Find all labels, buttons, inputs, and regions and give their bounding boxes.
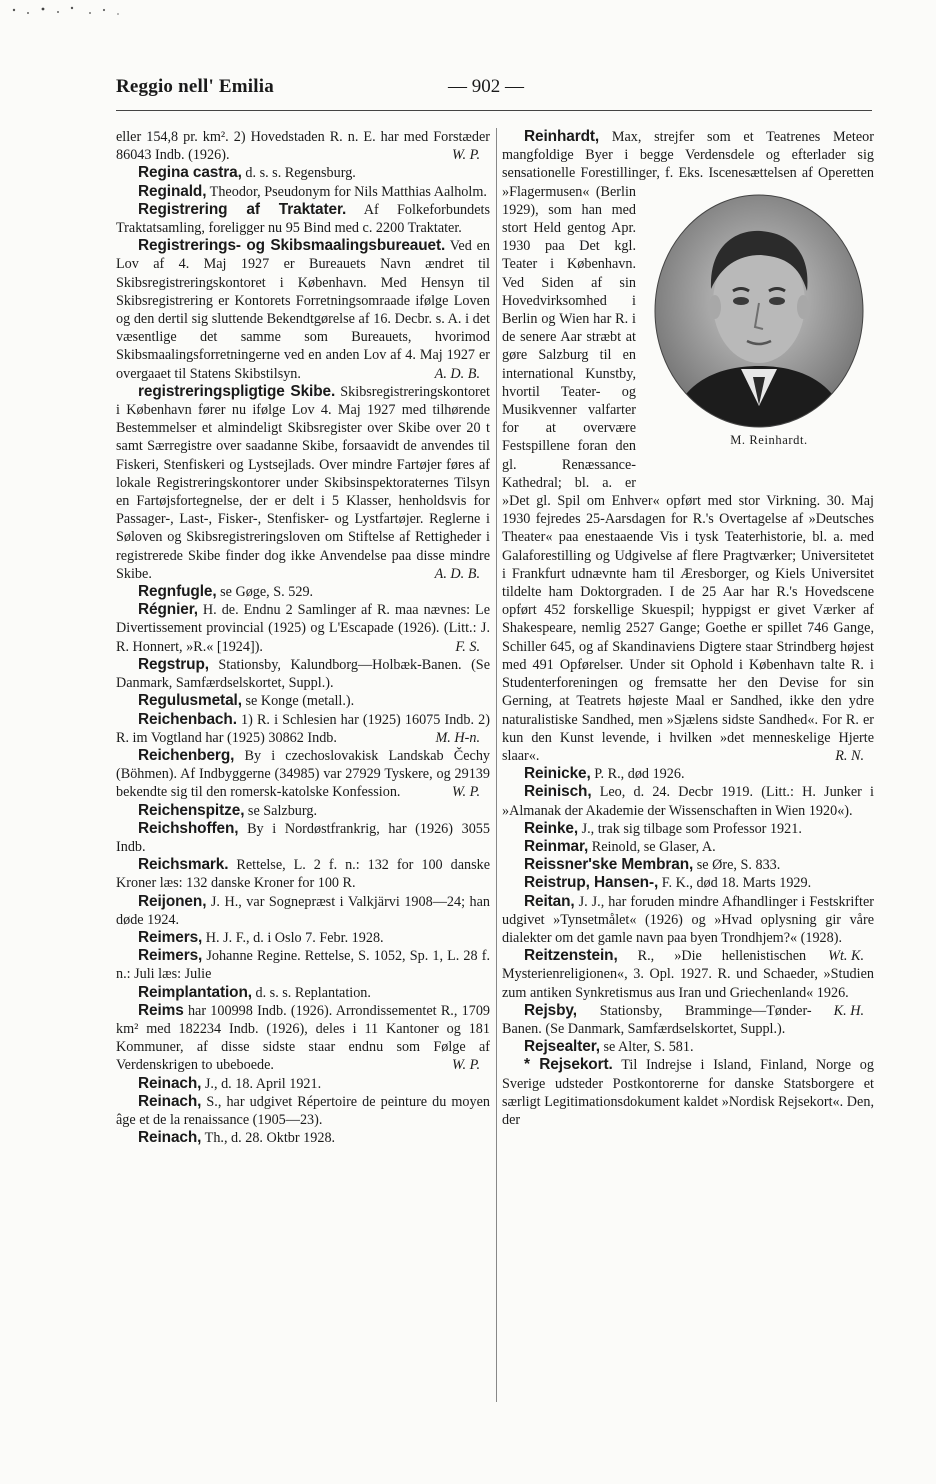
entry-text: J., trak sig tilbage som Professor 1921. — [581, 820, 802, 837]
portrait-caption: M. Reinhardt. — [730, 432, 808, 447]
scan-specks — [6, 4, 126, 18]
entry — [502, 874, 874, 892]
entry-headword: Reimers, — [138, 928, 203, 946]
entry-text: se Konge (metall.). — [245, 693, 355, 710]
entry-headword: Regstrup, — [138, 655, 209, 673]
entry-text: Reinold, se Glaser, A. — [591, 838, 716, 855]
entry-headword: Reitzenstein, — [524, 947, 618, 965]
entry-headword: Reinach, — [138, 1129, 202, 1147]
entry-text: d. s. s. Replantation. — [255, 984, 371, 1001]
entry — [116, 656, 490, 692]
entry — [502, 820, 874, 838]
entry-signature: A. D. B. — [434, 365, 480, 382]
entry — [502, 838, 874, 856]
running-head: Reggio nell' Emilia — [116, 76, 274, 97]
entry-headword: Reinicke, — [524, 765, 591, 783]
page-header — [116, 76, 872, 104]
entry-text: Rettelse, L. 2 f. n.: 132 for 100 danske Kroner læs: 132 danske Kroner for 100 R. — [116, 857, 490, 892]
entry — [502, 765, 874, 783]
entry-text: eller 154,8 pr. km². 2) Hovedstaden R. n. E. har med Forstæder 86043 Indb. (1926). — [116, 129, 490, 164]
entry-signature: M. H-n. — [435, 729, 480, 746]
entry — [116, 1093, 490, 1129]
entry — [116, 164, 490, 182]
entry-text: H. de. Endnu 2 Samlinger af R. maa nævnes: Le Divertissement provincial (1925) og L'Escapade (1926). (Litt.: J. R. Honnert, »R.« [1924]). — [116, 602, 491, 655]
entry-headword: Reims — [138, 1001, 184, 1019]
entry — [116, 128, 490, 164]
entry-headword: Reitan, — [524, 892, 575, 910]
entry — [116, 583, 490, 601]
entry-headword: * Rejsekort. — [524, 1056, 613, 1074]
entry — [116, 1075, 490, 1093]
entry — [116, 383, 490, 583]
entry-headword: Reichshoffen, — [138, 819, 239, 837]
entry — [116, 183, 490, 201]
entry-text: J. H., var Sognepræst i Valkjärvi 1908—24; han døde 1924. — [116, 893, 491, 928]
entry-text: Skibsregistreringskontoret i København fører nu ifølge Lov 4. Maj 1927 med tilhørende Bestemmelser et almindeligt Skibsregister over Skibe over 20 t samt Særregistre over saadanne Skibe, forsaavidt de anvendes til Fiskeri, Stenfiskeri og Lystsejlads. Over mindre Fartøjer føres af lokale Registreringskontorer under Skibsinspektoraternes Tilsyn en Fartøjsfortegnelse, der er delt i 5 Klasser, henholdsvis for Passager-, Last-, Fisker-, Stenfisker- og Lystfartøjer. Reglerne i Søloven og Skibsregistreringsloven om Stiftelse af Rettigheder i registrerede Skibe finder dog ikke Anvendelse paa disse mindre Skibe. — [116, 383, 491, 582]
entry — [502, 1056, 874, 1129]
entry-headword: Reimplantation, — [138, 983, 252, 1001]
entry-headword: Reginald, — [138, 182, 207, 200]
entry-headword: Registrerings- og Skibsmaalingsbureauet. — [138, 237, 446, 255]
entry-text: P. R., død 1926. — [594, 766, 685, 783]
entry — [116, 820, 490, 856]
entry — [116, 711, 490, 747]
entry — [116, 856, 490, 892]
entry — [502, 1038, 874, 1056]
entry-headword: Régnier, — [138, 601, 198, 619]
entry — [116, 601, 490, 656]
entry-text: d. s. s. Regensburg. — [245, 165, 356, 182]
entry-reinhardt — [502, 128, 874, 765]
entry — [116, 893, 490, 929]
entry-headword: Reimers, — [138, 947, 203, 965]
entry-text: Leo, d. 24. Decbr 1919. (Litt.: H. Junker i »Almanak der Akademie der Wissenschaften in Wien 1920«). — [502, 784, 874, 819]
entry — [116, 947, 490, 983]
entry-headword: Reichenspitze, — [138, 801, 245, 819]
portrait-photo — [649, 191, 869, 431]
entry-text: S., har udgivet Répertoire de peinture du moyen âge et de la renaissance (1905—23). — [116, 1093, 490, 1128]
entry-text: Stationsby, Kalundborg—Holbæk-Banen. (Se Danmark, Samfærdselskortet, Suppl.). — [116, 656, 490, 692]
entry — [116, 1002, 490, 1075]
entry — [116, 692, 490, 710]
entry-headword: Regina castra, — [138, 164, 242, 182]
entry-text: H. J. F., d. i Oslo 7. Febr. 1928. — [205, 929, 384, 946]
entry-signature: R. N. — [835, 747, 864, 764]
entry-text: J., d. 18. April 1921. — [204, 1075, 322, 1092]
entry-text: Theodor, Pseudonym for Nils Matthias Aalholm. — [209, 183, 487, 200]
entry — [116, 984, 490, 1002]
entry-signature: W. P. — [452, 784, 480, 801]
left-column — [116, 128, 490, 1147]
entry-headword: Reichenbach. — [138, 710, 237, 728]
entry-signature: K. H. — [833, 1002, 864, 1019]
entry — [116, 237, 490, 383]
left-entry-list — [116, 164, 490, 1147]
entry-text: F. K., død 18. Marts 1929. — [661, 875, 812, 892]
entry-headword: Rejsby, — [524, 1001, 577, 1019]
entry-headword: Reinach, — [138, 1074, 202, 1092]
entry — [116, 747, 490, 802]
right-column — [502, 128, 874, 1129]
entry-text: se Salzburg. — [247, 802, 318, 819]
entry-text: se Øre, S. 833. — [696, 857, 781, 874]
entry-text: (Berlin 1929), som han med stort Held gentog Apr. 1930 paa Det kgl. Teater i København. Ved Siden af sin Hovedvirksomhed i Berlin og Wien har R. i de senere Aar stræbt at gøre Salzburg til en international Kunstby, hvortil Teater- og Musikvenner valfarter for at overvære Festspillene foran den gl. Renæssance-Kathedral; bl. a. er »Det gl. Spil om Enhver« opført med stor Virkning. 30. Maj 1930 fejredes 25-Aarsdagen for R.'s Overtagelse af »Deutsches Theater« paa enestaaende Vis i tysk Teaterhistorie, bl. a. med Galaforestilling og Udgivelse af flere Pragtværker; Universitetet i Frankfurt udnævnte ham til Æresborger, og Kiels Universitet tildelte ham Doktorgraden. I de 25 Aar har R.'s Hovedscene opført 452 forskellige Skuespil; hyppigst er givet Værker af Shakespeare, nemlig 2527 Gange; Goethe er spillet 746 Gange, Schiller 645, og af Skandinaviens Digtere staar Strindberg højest med 491 Opførelser. Under sit Ophold i København talte R. i Studenterforeningen og fremsatte her den Devise for sin Gerning, at Teatrets højeste Maal er Sandhed, ikke den ydre naturalistiske Sandhed, men »Sjælens sidste Sandhed«. For R. er kun den Kunst levende, i hvilken »det menneskelige Hjerte slaar«. — [502, 183, 874, 764]
entry-text: se Alter, S. 581. — [603, 1039, 694, 1056]
entry-headword: Reichsmark. — [138, 856, 229, 874]
entry-headword: Reistrup, Hansen-, — [524, 874, 659, 892]
entry-headword: registreringspligtige Skibe. — [138, 382, 336, 400]
entry-signature: Wt. K. — [828, 948, 864, 965]
entry-headword: Reijonen, — [138, 892, 207, 910]
entry-signature: W. P. — [452, 147, 480, 164]
entry-headword: Reinmar, — [524, 837, 589, 855]
entry-text: Th., d. 28. Oktbr 1928. — [204, 1130, 336, 1147]
entry — [502, 783, 874, 819]
page-number: — 902 — — [448, 76, 524, 97]
entry-text: Til Indrejse i Island, Finland, Norge og Sverige udsteder Postkontorerne for danske Statsborgere et særligt Legitimationsdokument kaldet »Nordisk Rejsekort«. Den, der — [502, 1057, 874, 1128]
column-divider — [496, 128, 497, 1402]
entry-signature: A. D. B. — [434, 565, 480, 582]
entry-text: har 100998 Indb. (1926). Arrondissementet R., 1709 km² med 182234 Indb. (1926), deles i 11 Kantoner og 181 Kommuner, af disse sidste staar endnu som Følge af Verdenskrigen to ubeboede. — [116, 1002, 491, 1074]
entry — [116, 1129, 490, 1147]
entry — [116, 201, 490, 237]
header-rule — [116, 110, 872, 111]
entry-text: Stationsby, Bramminge—Tønder-Banen. (Se Danmark, Samfærdselskortet, Suppl.). — [502, 1002, 812, 1037]
entry-headword: Reinisch, — [524, 783, 592, 801]
entry-headword: Regnfugle, — [138, 583, 217, 601]
entry-headword: Reichenberg, — [138, 746, 235, 764]
entry-text: Af Folkeforbundets Traktatsamling, foreligger nu 95 Bind med c. 2200 Traktater. — [116, 201, 491, 237]
entry-signature: F. S. — [455, 638, 480, 655]
entry-text: se Gøge, S. 529. — [220, 584, 314, 601]
entry-text: 1) R. i Schlesien har (1925) 16075 Indb. 2) R. im Vogtland har (1925) 30862 Indb. — [116, 711, 490, 746]
portrait-figure — [644, 183, 874, 477]
entry-headword: Reinke, — [524, 819, 579, 837]
entry-text-start: Max, strejfer som et Teatrenes Meteor mangfoldige Byer i begge Verdensdele og efterlader sig sensationelle Forestillinger, f. Eks. Iscenesættelsen af Operetten »Flagermusen« — [502, 129, 874, 200]
entry-signature: W. P. — [452, 1057, 480, 1074]
entry — [502, 856, 874, 874]
entry — [116, 802, 490, 820]
entry-headword: Registrering af Traktater. — [138, 200, 347, 218]
right-entry-list — [502, 765, 874, 1129]
entry-headword: Reissner'ske Membran, — [524, 856, 694, 874]
entry-text: By i czechoslovakisk Landskab Čechy (Böhmen). Af Indbyggerne (34985) var 27929 Tyskere, og 29139 bekendte sig til den romersk-katolske Konfession. — [116, 747, 491, 801]
entry — [116, 929, 490, 947]
entry-text: Ved en Lov af 4. Maj 1927 er Bureauets Navn ændret til Skibsregistreringskontoret i København. Med Hensyn til Skibsregistrering er Kontorets Forretningsomraade ifølge Loven og den dertil sig sluttende Bekendtgørelse af 16. Decbr. s. A. i det væsentlige det samme som Bureauets, hvorimod Skibsmaalingsforretningerne ved en anden Lov af 4. Maj 1927 er overgaaet til Statens Skibstilsyn. — [116, 238, 490, 382]
entry-text: Johanne Regine. Rettelse, S. 1052, Sp. 1, L. 28 f. n.: Juli læs: Julie — [116, 948, 490, 983]
entry-headword: Reinhardt, — [524, 128, 600, 145]
entry-text: J. J., har foruden mindre Afhandlinger i Festskrifter udgivet »Tynsetmålet« (1926) og »Hvad oplysning gir våre dialekter om det gamle navn paa byen Trondhjem?« (1928). — [502, 893, 874, 946]
entry-text: By i Nordøstfrankrig, har (1926) 3055 Indb. — [116, 820, 490, 855]
entry-headword: Reinach, — [138, 1092, 202, 1110]
entry-headword: Rejsealter, — [524, 1038, 600, 1056]
entry-text: R., »Die hellenistischen Mysterienreligionen«, 3. Opl. 1927. R. und Schaeder, »Studien zum antiken Synkretismus aus Iran und Griechenland« 1926. — [502, 948, 874, 1001]
entry-headword: Regulusmetal, — [138, 692, 242, 710]
